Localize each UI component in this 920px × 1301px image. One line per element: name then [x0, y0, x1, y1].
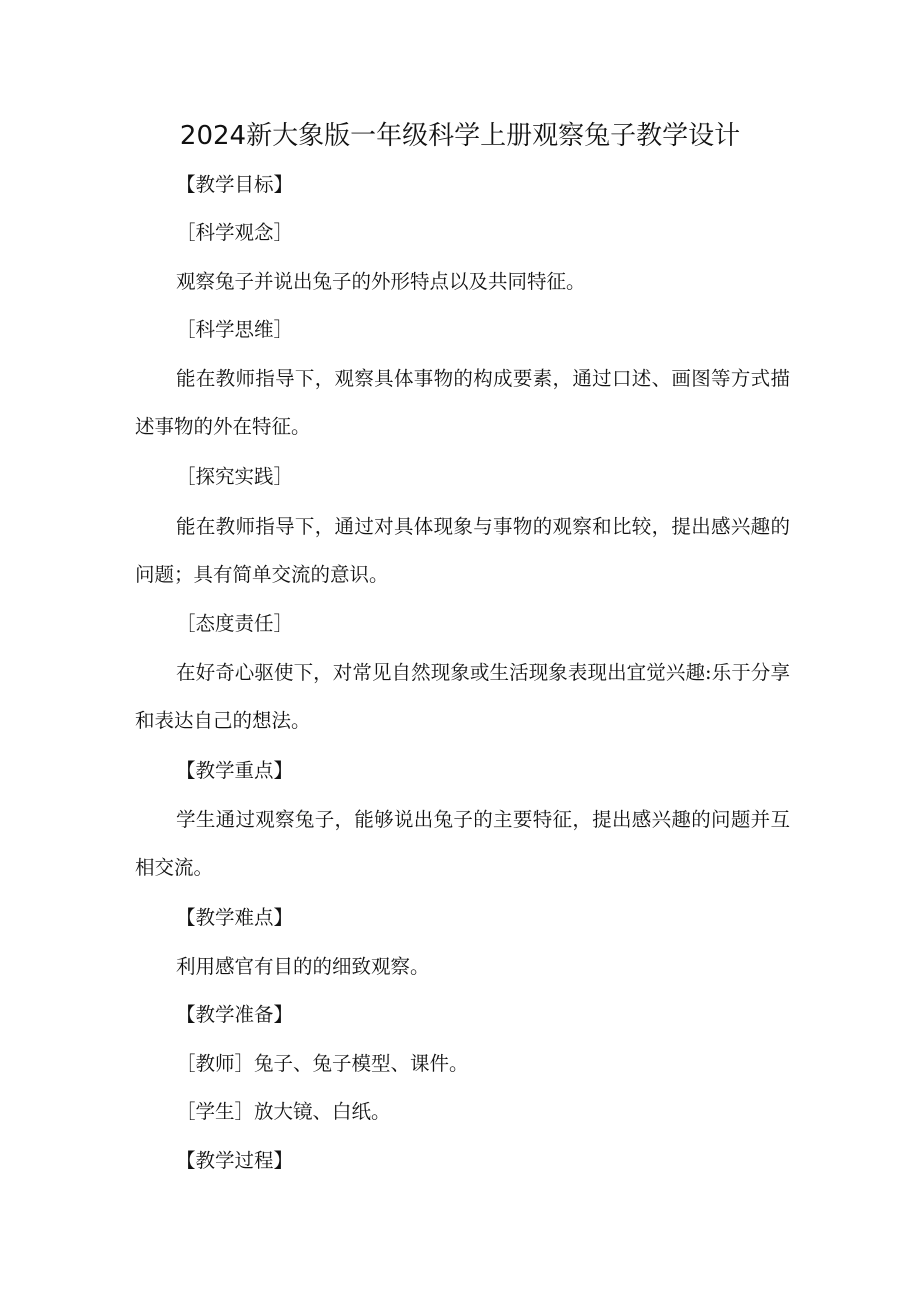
key-points-text: 学生通过观察兔子，能够说出兔子的主要特征，提出感兴趣的问题并互相交流。	[135, 808, 790, 879]
difficulties-heading: 【教学难点】	[176, 906, 294, 929]
attitude-text: 在好奇心驱使下，对常见自然现象或生活现象表现出宜觉兴趣:乐于分享和表达自己的想法。	[135, 661, 790, 732]
document-title: 2024新大象版一年级科学上册观察兔子教学设计	[179, 121, 741, 151]
inquiry-practice-text: 能在教师指导下，通过对具体现象与事物的观察和比较，提出感兴趣的问题；具有简单交流的意识。	[135, 515, 790, 586]
key-points-heading: 【教学重点】	[176, 759, 294, 782]
difficulties-text: 利用感官有目的的细致观察。	[176, 955, 430, 978]
preparation-heading: 【教学准备】	[176, 1003, 294, 1026]
science-thinking-heading: ［科学思维］	[176, 318, 294, 341]
science-concept-text: 观察兔子并说出兔子的外形特点以及共同特征。	[176, 270, 586, 293]
science-concept-heading: ［科学观念］	[176, 221, 294, 244]
process-heading: 【教学过程】	[176, 1149, 294, 1172]
science-thinking-text: 能在教师指导下，观察具体事物的构成要素，通过口述、画图等方式描述事物的外在特征。	[135, 367, 790, 438]
attitude-heading: ［态度责任］	[176, 612, 294, 635]
goals-heading: 【教学目标】	[176, 173, 294, 196]
inquiry-practice-heading: ［探究实践］	[176, 465, 294, 488]
preparation-student: ［学生］放大镜、白纸。	[176, 1100, 391, 1123]
preparation-teacher: ［教师］兔子、兔子模型、课件。	[176, 1052, 469, 1075]
